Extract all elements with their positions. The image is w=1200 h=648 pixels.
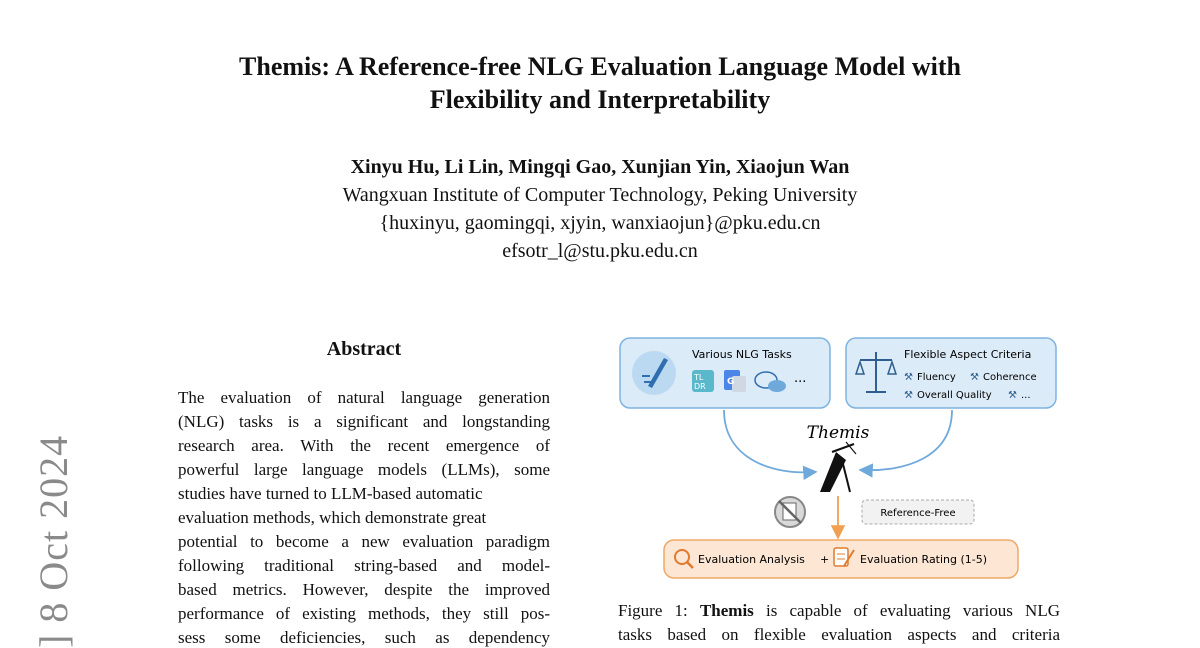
figure-1-diagram <box>614 330 1064 590</box>
svg-text:DR: DR <box>694 382 706 391</box>
gavel-icon: ⚒ <box>904 390 913 401</box>
svg-text:G: G <box>727 377 735 387</box>
abstract-line: performance of existing methods, they still pos- <box>178 604 550 623</box>
no-reference-icon <box>775 497 805 527</box>
nlg-tasks-box <box>620 338 830 408</box>
title-line-1: Themis: A Reference-free NLG Evaluation Language Model with <box>239 52 961 81</box>
criteria-coherence: Coherence <box>983 372 1037 383</box>
abstract-line: evaluation methods, which demonstrate great <box>178 508 487 527</box>
themis-label: Themis <box>806 423 870 443</box>
arxiv-stamp <box>18 408 78 648</box>
reference-free-tag <box>862 500 974 524</box>
reference-free-label: Reference-Free <box>880 508 956 519</box>
abstract-line: research area. With the recent emergence of <box>178 436 550 455</box>
abstract-line: studies have turned to LLM-based automatic <box>178 484 483 503</box>
evaluation-output-box <box>664 540 1018 578</box>
gavel-icon: ⚒ <box>970 372 979 383</box>
abstract-line: potential to become a new evaluation paradigm <box>178 532 550 551</box>
evaluation-rating: Evaluation Rating (1-5) <box>860 553 988 566</box>
affiliation: Wangxuan Institute of Computer Technology, Peking University <box>342 184 858 206</box>
title-line-2: Flexibility and Interpretability <box>429 85 771 114</box>
aspect-criteria-box <box>846 338 1056 408</box>
abstract-line: sess some deficiencies, such as dependency <box>178 628 550 647</box>
abstract-heading: Abstract <box>326 338 402 360</box>
arxiv-stamp-text: ] 8 Oct 2024 <box>31 434 76 648</box>
paper-title <box>150 50 1050 116</box>
gavel-icon: ⚒ <box>1008 390 1017 401</box>
figure-caption-line-1 <box>618 601 1060 621</box>
plus-sign: + <box>820 553 830 566</box>
author-list: Xinyu Hu, Li Lin, Mingqi Gao, Xunjian Yin, Xiaojun Wan <box>350 156 850 178</box>
caption-bold: Themis <box>699 601 754 620</box>
abstract-line: (NLG) tasks is a significant and longstanding <box>178 412 550 431</box>
arrow-left-in <box>724 410 814 472</box>
abstract-line: following traditional string-based and model- <box>178 556 550 575</box>
gavel-icon: ⚒ <box>904 372 913 383</box>
criteria-overall: Overall Quality <box>917 390 992 401</box>
abstract-line: The evaluation of natural language generation <box>178 388 550 407</box>
arrow-right-in <box>862 410 952 470</box>
criteria-more: ... <box>1021 390 1031 401</box>
nlg-tasks-more: ··· <box>794 375 807 390</box>
writing-quill-icon <box>632 351 676 395</box>
svg-text:TL: TL <box>694 373 704 382</box>
email-single: efsotr_l@stu.pku.edu.cn <box>502 240 698 262</box>
criteria-fluency: Fluency <box>917 372 956 383</box>
nlg-tasks-title: Various NLG Tasks <box>692 348 792 361</box>
themis-icon <box>820 442 856 492</box>
figure-caption-line-2: tasks based on flexible evaluation aspects and criteria <box>618 625 1060 644</box>
caption-label: Figure 1: <box>618 601 700 620</box>
abstract-line: powerful large language models (LLMs), some <box>178 460 550 479</box>
figure-1 <box>614 330 1064 590</box>
summarization-icon <box>692 370 714 392</box>
email-group: {huxinyu, gaomingqi, xjyin, wanxiaojun}@pku.edu.cn <box>379 212 821 234</box>
aspect-criteria-title: Flexible Aspect Criteria <box>904 348 1032 361</box>
evaluation-analysis: Evaluation Analysis <box>698 553 805 566</box>
caption-line1-rest: is capable of evaluating various NLG <box>753 601 1060 620</box>
abstract-line: based metrics. However, despite the improved <box>178 580 550 599</box>
